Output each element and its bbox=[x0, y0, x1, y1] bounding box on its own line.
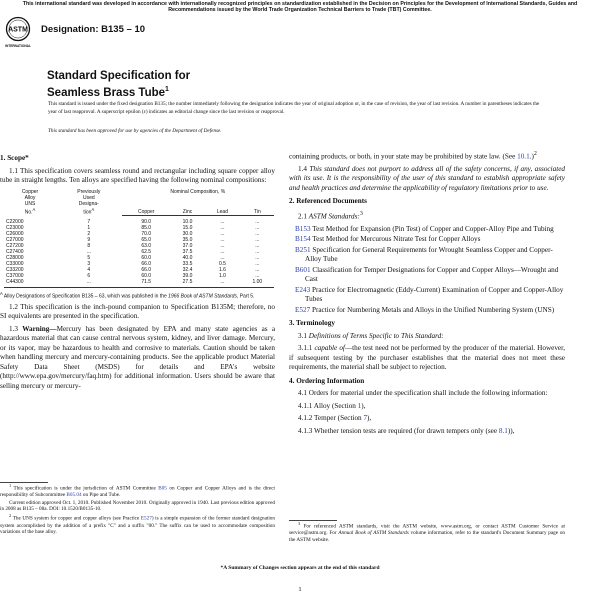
cell-tin: 1.00 bbox=[241, 279, 274, 288]
th-nominal-composition: Nominal Composition, % bbox=[170, 188, 226, 195]
link-practice-e527[interactable]: E527 bbox=[140, 516, 152, 523]
cell-copper: 70.0 bbox=[141, 230, 152, 237]
cell-zinc: 10.0 bbox=[182, 218, 193, 225]
ref-link-e243[interactable]: E243 bbox=[295, 285, 311, 294]
cell-copper: 60.0 bbox=[141, 272, 152, 279]
cell-alloy: C27400 bbox=[6, 248, 24, 255]
cell-alloy: C23000 bbox=[6, 224, 24, 231]
th-tin: Tin bbox=[241, 201, 274, 215]
footnote-2: $^2$ The UNS system for copper and copper alloys (see Practice E527) is a simple expansion of the former standard designation system accomplished by the addition of a prefix "C" and a suffix "00." The suffix can be used to accommodate composition variations of the base alloy. bbox=[0, 513, 275, 535]
cell-alloy: C28000 bbox=[6, 254, 24, 261]
designation: Designation: B135 – 10 bbox=[41, 24, 146, 35]
cell-lead: ... bbox=[220, 224, 225, 231]
cell-tin: ... bbox=[255, 242, 260, 249]
cell-previous: 5 bbox=[87, 254, 91, 261]
table-footnote: $^A$ Alloy Designations of Specification B135 – 63, which was published in the 1966 Book of ASTM Standards, Part 5. bbox=[0, 290, 255, 300]
cell-zinc: 32.4 bbox=[182, 266, 193, 273]
link-section-7[interactable]: 7 bbox=[363, 414, 368, 423]
section-heading-ordering: 4. Ordering Information bbox=[289, 376, 365, 385]
th-alloy: Copper Alloy UNS No.$^A$ bbox=[21, 188, 39, 216]
cell-alloy: C27000 bbox=[6, 236, 24, 243]
para-1-3-continued: containing products, or both, in your state may be prohibited by state law. (See 10.1.)$^2$ bbox=[289, 151, 537, 161]
cell-tin: ... bbox=[255, 254, 260, 261]
title-line-1: Standard Specification for bbox=[47, 70, 191, 82]
footnotes-right bbox=[289, 520, 565, 544]
reference-list bbox=[289, 225, 565, 316]
cell-previous: 8 bbox=[87, 242, 91, 249]
para-4-1-1: 4.1.1 Alloy (Section 1), bbox=[298, 401, 366, 410]
summary-of-changes-note: *A Summary of Changes section appears at the end of this standard bbox=[220, 565, 380, 571]
cell-lead: ... bbox=[220, 254, 225, 261]
cell-lead: ... bbox=[220, 242, 225, 249]
table-row bbox=[4, 279, 274, 288]
cell-previous: 4 bbox=[87, 266, 91, 273]
cell-copper: 66.0 bbox=[141, 260, 152, 267]
cell-copper: 63.0 bbox=[141, 242, 152, 249]
ref-link-e527[interactable]: E527 bbox=[295, 305, 311, 314]
link-section-1[interactable]: 1 bbox=[357, 401, 362, 410]
para-1-1: 1.1 This specification covers seamless round and rectangular including square copper alloy tube in straight lengths. Ten alloys are specified having the following nominal compositions: bbox=[0, 166, 275, 184]
cell-copper: 85.0 bbox=[141, 224, 152, 231]
cell-lead: 0.5 bbox=[218, 260, 226, 267]
cell-previous: 7 bbox=[87, 218, 91, 225]
cell-zinc: 35.0 bbox=[182, 236, 193, 243]
cell-zinc: 40.0 bbox=[182, 254, 193, 261]
right-column bbox=[289, 150, 565, 439]
reference-item: B154 Test Method for Mercurous Nitrate Test for Copper Alloys bbox=[295, 235, 481, 244]
cell-previous: 1 bbox=[87, 224, 91, 231]
logo-text-bottom: INTERNATIONAL bbox=[5, 44, 31, 48]
cell-copper: 66.0 bbox=[141, 266, 152, 273]
left-column bbox=[0, 150, 275, 394]
cell-previous: 6 bbox=[87, 272, 91, 279]
reference-item: E243 Practice for Electromagnetic (Eddy-Current) Examination of Copper and Copper-Alloy Tubes bbox=[295, 285, 564, 304]
ref-link-b601[interactable]: B601 bbox=[295, 265, 311, 274]
astm-logo-icon bbox=[5, 16, 31, 50]
cell-alloy: C26000 bbox=[6, 230, 24, 237]
th-lead: Lead bbox=[204, 201, 241, 215]
composition-table bbox=[4, 189, 274, 288]
ref-link-b153[interactable]: B153 bbox=[295, 224, 311, 233]
table-row bbox=[4, 215, 274, 225]
cell-tin: ... bbox=[255, 248, 260, 255]
cell-zinc: 15.0 bbox=[182, 224, 193, 231]
cell-zinc: 37.5 bbox=[182, 248, 193, 255]
cell-copper: 60.0 bbox=[141, 254, 152, 261]
cell-zinc: 27.5 bbox=[171, 279, 204, 288]
cell-lead: 1.0 bbox=[218, 272, 226, 279]
para-3-1: 3.1 Definitions of Terms Specific to This Standard: bbox=[298, 331, 444, 340]
link-section-10-1[interactable]: 10.1 bbox=[517, 152, 530, 161]
logo-text-top: ASTM bbox=[8, 26, 28, 34]
page-number: 1 bbox=[298, 586, 302, 593]
standard-issue-note: This standard is issued under the fixed designation B135; the number immediately following the designation indicates the year of original adoption or, in the case of revision, the year of last revision. A number in parentheses indicates the year of last reapproval. A superscript epsilon (ε) indicates an editorial change since the last revision or reapproval. bbox=[48, 101, 540, 115]
para-1-4: 1.4 This standard does not purport to address all of the safety concerns, if any, associated with its use. It is the responsibility of the user of this standard to establish appropriate safety and health practices and determine the applicability of regulatory limitations prior to use. bbox=[289, 164, 565, 192]
cell-lead: 1.6 bbox=[218, 266, 226, 273]
link-section-8-1[interactable]: 8.1 bbox=[498, 426, 508, 435]
cell-zinc: 33.5 bbox=[182, 260, 193, 267]
cell-zinc: 39.0 bbox=[182, 272, 193, 279]
cell-lead: ... bbox=[220, 218, 225, 225]
title-line-2: Seamless Brass Tube$^1$ bbox=[47, 86, 169, 99]
section-heading-referenced-documents: 2. Referenced Documents bbox=[289, 197, 367, 206]
para-4-1: 4.1 Orders for material under the specification shall include the following information: bbox=[298, 389, 548, 398]
cell-copper: 71.5 bbox=[122, 279, 171, 288]
cell-zinc: 30.0 bbox=[182, 230, 193, 237]
link-committee-b05[interactable]: B05 bbox=[158, 485, 167, 492]
reference-item: E527 Practice for Numbering Metals and Alloys in the Unified Numbering System (UNS) bbox=[295, 305, 555, 314]
para-4-1-3: 4.1.3 Whether tension tests are required (for drawn tempers only (see 8.1)), bbox=[298, 426, 515, 435]
section-heading-scope: 1. Scope* bbox=[0, 154, 29, 162]
dod-approval-note: This standard has been approved for use by agencies of the Department of Defense. bbox=[48, 128, 222, 134]
cell-previous: ... bbox=[56, 279, 122, 288]
cell-previous: 3 bbox=[87, 260, 91, 267]
cell-previous: ... bbox=[86, 248, 91, 255]
cell-alloy: C33000 bbox=[6, 260, 24, 267]
th-previous-designation: Previously Used Designa- tion$^A$ bbox=[77, 188, 101, 216]
cell-tin: ... bbox=[255, 236, 260, 243]
cell-lead: ... bbox=[204, 279, 241, 288]
link-subcommittee-b05-04[interactable]: B05.04 bbox=[66, 492, 82, 499]
footnote-3: $^3$ For referenced ASTM standards, visit the ASTM website, www.astm.org, or contact ASTM Customer Service at service@astm.org. For Annual Book of ASTM Standards volume information, refer to the standard's Document Summary page on the ASTM website. bbox=[289, 521, 566, 543]
section-heading-terminology: 3. Terminology bbox=[289, 319, 335, 328]
reference-item: B251 Specification for General Requirements for Wrought Seamless Copper and Copper-Alloy Tube bbox=[295, 245, 553, 264]
cell-tin: ... bbox=[255, 230, 260, 237]
cell-alloy: C27200 bbox=[6, 242, 24, 249]
cell-zinc: 37.0 bbox=[182, 242, 193, 249]
th-copper: Copper bbox=[122, 201, 171, 215]
cell-copper: 90.0 bbox=[141, 218, 152, 225]
cell-tin: ... bbox=[255, 218, 260, 225]
wto-banner: This international standard was developed in accordance with internationally recognized principles on standardization established in the Decision on Principles for the Development of International Standards, Guides and Recommendations issued by the World Trade Organization Technical Barriers to Trade (TBT) Committee. bbox=[22, 1, 578, 14]
cell-tin: ... bbox=[255, 272, 260, 279]
document-title bbox=[47, 69, 190, 100]
cell-previous: 2 bbox=[87, 230, 91, 237]
para-4-1-2: 4.1.2 Temper (Section 7), bbox=[298, 414, 372, 423]
reference-item: B601 Classification for Temper Designations for Copper and Copper Alloys—Wrought and Cast bbox=[295, 265, 559, 284]
para-1-2: 1.2 This specification is the inch-pound companion to Specification B135M; therefore, no SI equivalents are presented in the specification. bbox=[0, 302, 275, 321]
cell-lead: ... bbox=[220, 236, 225, 243]
footnote-1: $^1$ This specification is under the jurisdiction of ASTM Committee B05 on Copper and Copper Alloys and is the direct responsibility of Subcommittee B05.04 on Pipe and Tube. bbox=[0, 483, 275, 499]
para-1-3: 1.3 Warning—Mercury has been designated by EPA and many state agencies as a hazardous material that can cause central nervous system, kidney, and liver damage. Mercury, or its vapor, may be hazardous to health and corrosive to materials. Caution should be taken when handling mercury and mercury-containing products. See the applicable product Material Safety Data Sheet (MSDS) for details and EPA's website (http://www.epa.gov/mercury/faq.htm) for additional information. Users should be aware that selling mercury or mercury- bbox=[0, 324, 276, 390]
reference-item: B153 Test Method for Expansion (Pin Test) of Copper and Copper-Alloy Pipe and Tubing bbox=[295, 224, 554, 233]
para-3-1-1: 3.1.1 capable of—the test need not be performed by the producer of the material. However, if subsequent testing by the purchaser establishes that the material does not meet these requirements, the material shall be subject to rejection. bbox=[289, 344, 566, 372]
cell-copper: 62.5 bbox=[141, 248, 152, 255]
ref-link-b154[interactable]: B154 bbox=[295, 235, 311, 244]
cell-previous: 9 bbox=[87, 236, 91, 243]
cell-alloy: C22000 bbox=[6, 218, 24, 225]
ref-link-b251[interactable]: B251 bbox=[295, 245, 311, 254]
para-2-1: 2.1 ASTM Standards:$^3$ bbox=[298, 210, 363, 221]
cell-alloy: C37000 bbox=[6, 272, 24, 279]
footnote-1-edition: Current edition approved Oct. 1, 2010. Published November 2010. Originally approved in 1940. Last previous edition approved in 2008 as B135 – 08a. DOI: 10.1520/B0135-10. bbox=[0, 499, 275, 512]
cell-tin: ... bbox=[255, 260, 260, 267]
cell-lead: ... bbox=[220, 248, 225, 255]
cell-alloy: C33200 bbox=[6, 266, 24, 273]
th-zinc: Zinc bbox=[171, 201, 204, 215]
cell-lead: ... bbox=[220, 230, 225, 237]
cell-copper: 65.0 bbox=[141, 236, 152, 243]
cell-tin: ... bbox=[255, 266, 260, 273]
cell-tin: ... bbox=[255, 224, 260, 231]
cell-alloy: C44300 bbox=[4, 279, 56, 288]
footnotes-left bbox=[0, 482, 275, 536]
